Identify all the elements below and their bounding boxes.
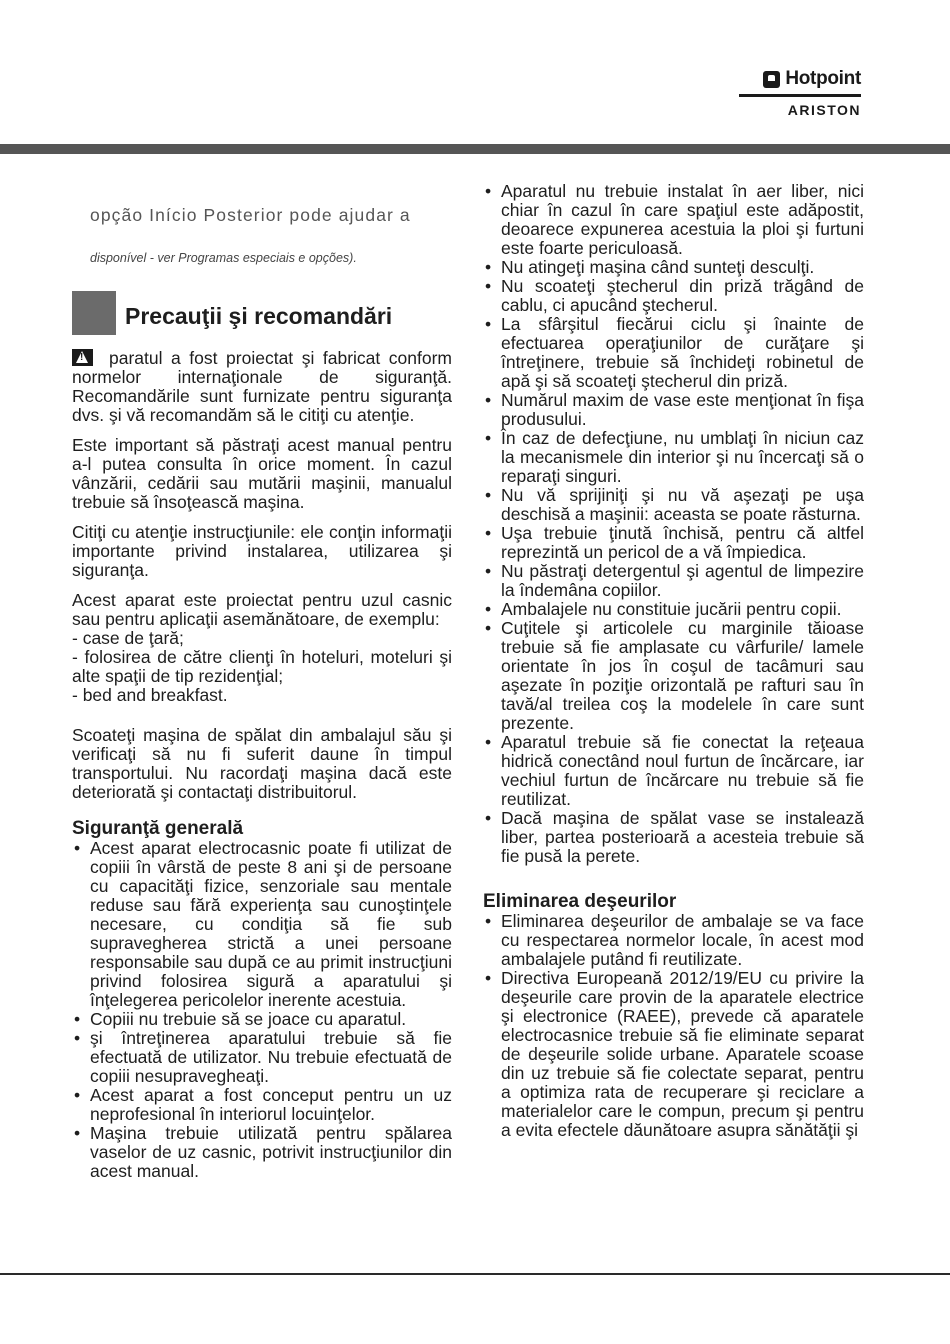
list-item: • Nu atingeţi maşina când sunteţi desculţi. bbox=[483, 258, 864, 277]
unpack-paragraph: Scoateţi maşina de spălat din ambalajul său şi verificaţi să nu fi suferit daune în timpul transportului. Nu racordaţi maşina dacă este deteriorată şi contactaţi distribuitorul. bbox=[72, 725, 452, 802]
safety-list bbox=[72, 839, 452, 1181]
brand-sub: ARISTON bbox=[787, 102, 861, 118]
brand-logo bbox=[739, 68, 861, 118]
portuguese-italic-fragment: disponível - ver Programas especiais e opções). bbox=[90, 251, 357, 265]
logo-mark-icon bbox=[763, 71, 780, 88]
list-item: • Acest aparat a fost conceput pentru un uz neprofesional în interiorul locuinţelor. bbox=[72, 1086, 452, 1124]
list-item: • Nu vă sprijiniţi şi nu vă aşezaţi pe uşa deschisă a maşinii: aceasta se poate răsturna. bbox=[483, 486, 864, 524]
list-item: • Aparatul nu trebuie instalat în aer liber, nici chiar în cazul în care spaţiul este adăpostit, deoarece expunerea acestuia la ploi şi furtuni este foarte periculoasă. bbox=[483, 182, 864, 258]
list-item: • Ambalajele nu constituie jucării pentru copii. bbox=[483, 600, 864, 619]
usage-line: Acest aparat este proiectat pentru uzul casnic sau pentru aplicaţii asemănătoare, de exemplu: bbox=[72, 590, 452, 629]
usage-line: - case de ţară; bbox=[72, 628, 184, 648]
list-item: • Copiii nu trebuie să se joace cu aparatul. bbox=[72, 1010, 452, 1029]
usage-line: - bed and breakfast. bbox=[72, 685, 228, 705]
list-item: • şi întreţinerea aparatului trebuie să fie efectuată de utilizator. Nu trebuie efectuată de copiii nesupravegheaţi. bbox=[72, 1029, 452, 1086]
manual-paragraph: Este important să păstraţi acest manual pentru a-l putea consulta în orice moment. În cazul vânzării, cedării sau mutării maşinii, manualul trebuie să însoţească maşina. bbox=[72, 435, 452, 512]
instructions-paragraph: Citiţi cu atenţie instrucţiunile: ele conţin informaţii importante privind instalarea, utilizarea şi siguranţa. bbox=[72, 522, 452, 580]
list-item: • Eliminarea deşeurilor de ambalaje se va face cu respectarea normelor locale, în acest mod ambalajele putând fi reutilizate. bbox=[483, 912, 864, 969]
waste-heading: Eliminarea deşeurilor bbox=[483, 891, 677, 912]
brand-name: Hotpoint bbox=[785, 68, 861, 89]
warning-icon bbox=[72, 349, 93, 366]
section-header bbox=[72, 291, 452, 335]
intro-paragraph bbox=[72, 349, 452, 425]
list-item: • Dacă maşina de spălat vase se instalează liber, partea posterioară a acesteia trebuie să fie pusă la perete. bbox=[483, 809, 864, 866]
list-item: • Maşina trebuie utilizată pentru spălarea vaselor de uz casnic, potrivit instrucţiunilor din acest manual. bbox=[72, 1124, 452, 1181]
logo-divider bbox=[739, 94, 861, 97]
list-item: • Cuţitele şi articolele cu marginile tăioase trebuie să fie amplasate cu vârfurile/ lamele orientate în jos în coşul de tacâmuri sau aşezate în poziţie orizontală pe rafturi sau în tavă/al treilea coş la modelele în care sunt prezente. bbox=[483, 619, 864, 733]
list-item: • Nu păstraţi detergentul şi agentul de limpezire la îndemâna copiilor. bbox=[483, 562, 864, 600]
list-item: • Acest aparat electrocasnic poate fi utilizat de copiii în vârstă de peste 8 ani şi de persoane cu capacităţi fizice, senzoriale sau mentale reduse sau fără experienţa sau cunoştinţele necesare, cu condiţia să fie sub supravegherea strictă a unei persoane responsabile sau după ce au primit instrucţiuni privind folosirea sigură a aparatului şi înţelegerea pericolelor inerente acestuia. bbox=[72, 839, 452, 1010]
right-column bbox=[483, 182, 864, 1140]
safety-heading: Siguranţă generală bbox=[72, 818, 244, 839]
usage-paragraph bbox=[72, 591, 452, 705]
left-column bbox=[72, 206, 452, 1181]
intro-text: paratul a fost proiectat şi fabricat conform normelor internaţionale de siguranţă. Recomandările sunt furnizate pentru siguranţa dvs. şi vă recomandăm să le citiţi cu atenţie. bbox=[72, 348, 452, 425]
list-item: • Aparatul trebuie să fie conectat la reţeaua hidrică conectând noul furtun de încărcare, iar vechiul furtun de încărcare nu trebuie să fie reutilizat. bbox=[483, 733, 864, 809]
waste-list bbox=[483, 912, 864, 1140]
list-item: • Nu scoateţi ştecherul din priză trăgând de cablu, ci apucând ştecherul. bbox=[483, 277, 864, 315]
usage-line: - folosirea de către clienţi în hoteluri, moteluri şi alte spaţii de tip rezidenţial; bbox=[72, 647, 452, 686]
list-item: • Numărul maxim de vase este menţionat în fişa produsului. bbox=[483, 391, 864, 429]
list-item: • Directiva Europeană 2012/19/EU cu privire la deşeurile care provin de la aparatele electrice şi electronice (RAEE), prevede că aparatele electrocasnice trebuie să fie eliminate separat de deşeurile solide urbane. Aparatele scoase din uz trebuie să fie colectate separat, pentru a optimiza rata de recuperare şi reciclare a materialelor care le compun, precum şi pentru a evita efectele dăunătoare asupra sănătăţii şi bbox=[483, 969, 864, 1140]
section-title: Precauţii şi recomandări bbox=[125, 302, 393, 329]
list-item: • La sfârşitul fiecărui ciclu şi înainte de efectuarea operaţiunilor de curăţare şi întreţinere, trebuie să închideţi robinetul de apă şi să scoateţi ştecherul din priză. bbox=[483, 315, 864, 391]
list-item: • Uşa trebuie ţinută închisă, pentru că altfel reprezintă un pericol de a vă împiedica. bbox=[483, 524, 864, 562]
section-marker bbox=[72, 291, 116, 335]
precautions-list bbox=[483, 182, 864, 866]
list-item: • În caz de defecţiune, nu umblaţi în niciun caz la mecanismele din interior şi nu încercaţi să o reparaţi singuri. bbox=[483, 429, 864, 486]
footer-line bbox=[0, 1273, 950, 1275]
portuguese-fragment: opção Início Posterior pode ajudar a bbox=[90, 205, 411, 225]
header-bar bbox=[0, 144, 950, 154]
